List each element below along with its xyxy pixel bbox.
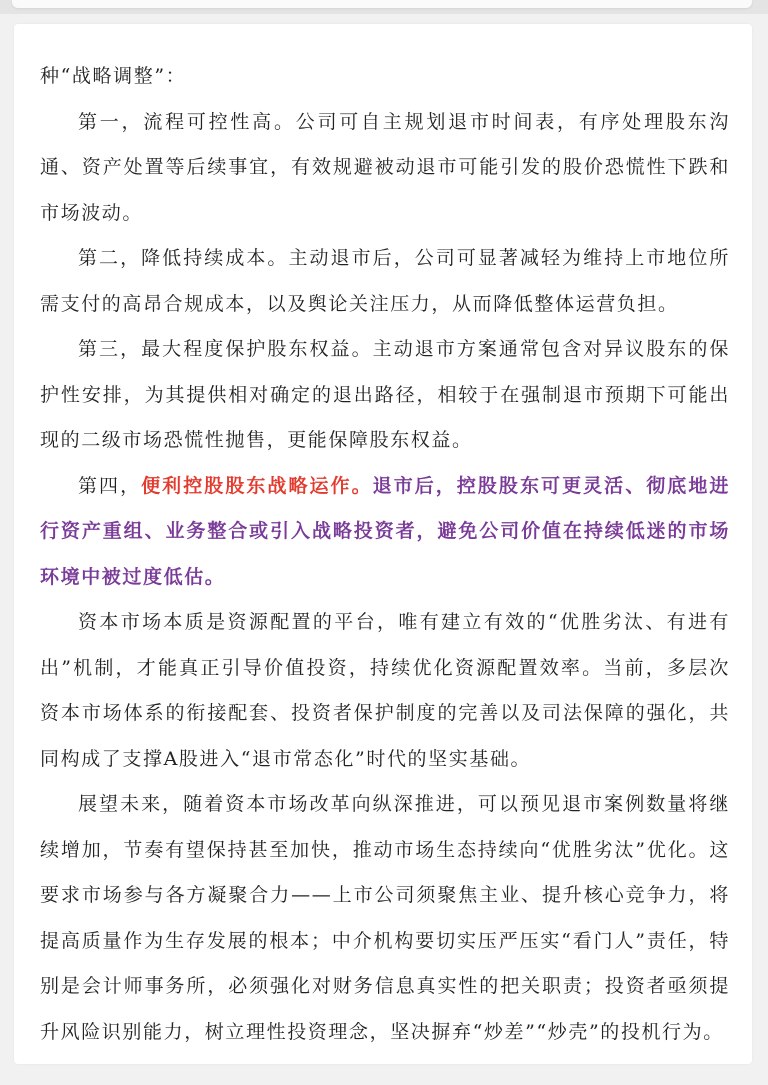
paragraph-intro-tail: 种“战略调整”： (40, 65, 187, 87)
point-four-heading-period: 。 (351, 474, 373, 497)
previous-page-edge (12, 0, 752, 8)
paragraph-point-two: 第二，降低持续成本。主动退市后，公司可显著减轻为维持上市地位所需支付的高昂合规成本，以及舆论关注压力，从而降低整体运营负担。 (40, 247, 730, 315)
paragraph-point-one: 第一，流程可控性高。公司可自主规划退市时间表，有序处理股东沟通、资产处置等后续事宜，有效规避被动退市可能引发的股价恐慌性下跌和市场波动。 (40, 110, 730, 224)
article-body (40, 54, 730, 1055)
point-four-prefix: 第四， (78, 474, 142, 497)
top-strip (0, 0, 768, 14)
paragraph-point-three: 第三，最大程度保护股东权益。主动退市方案通常包含对异议股东的保护性安排，为其提供相对确定的退出路径，相较于在强制退市预期下可能出现的二级市场恐慌性抛售，更能保障股东权益。 (40, 338, 730, 451)
point-four-heading-highlight: 便利控股股东战略运作 (141, 474, 352, 497)
document-page (14, 24, 752, 1064)
paragraph-market-essence: 资本市场本质是资源配置的平台，唯有建立有效的“优胜劣汰、有进有出”机制，才能真正引导价值投资，持续优化资源配置效率。当前，多层次资本市场体系的衔接配套、投资者保护制度的完善以及司法保障的强化，共同构成了支撑A股进入“退市常态化”时代的坚实基础。 (40, 611, 730, 770)
paragraph-outlook: 展望未来，随着资本市场改革向纵深推进，可以预见退市案例数量将继续增加，节奏有望保持甚至加快，推动市场生态持续向“优胜劣汰”优化。这要求市场参与各方凝聚合力——上市公司须聚焦主业、提升核心竞争力，将提高质量作为生存发展的根本；中介机构要切实压严压实“看门人”责任，特别是会计师事务所，必须强化对财务信息真实性的把关职责；投资者亟须提升风险识别能力，树立理性投资理念，坚决摒弃“炒差”“炒壳”的投机行为。 (40, 793, 730, 1043)
paragraph-point-four (40, 464, 730, 601)
point-four-body-highlight: 退市后，控股股东可更灵活、彻底地进行资产重组、业务整合或引入战略投资者，避免公司价值在持续低迷的市场环境中被过度低估。 (40, 474, 730, 588)
